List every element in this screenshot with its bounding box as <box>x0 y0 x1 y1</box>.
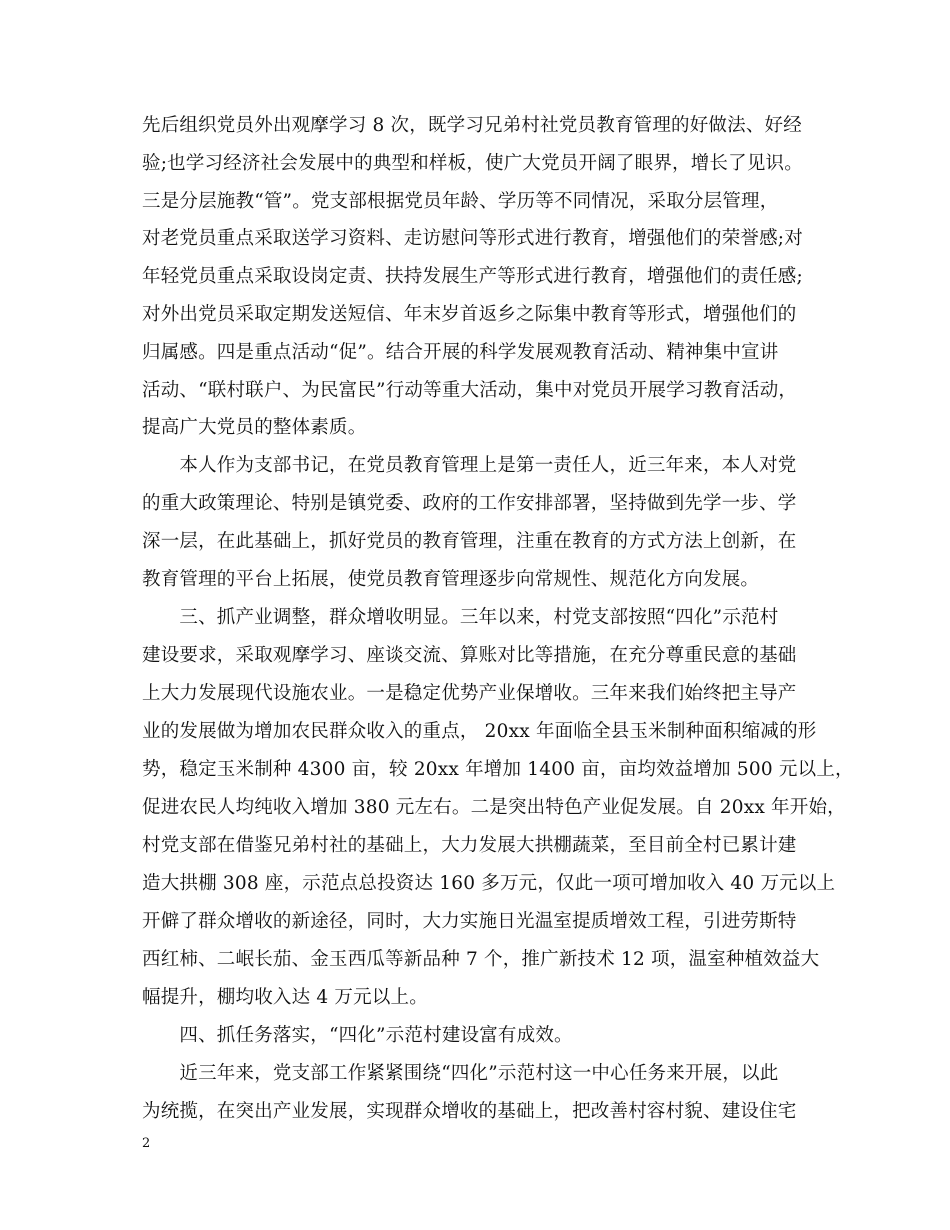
text-line: 三是分层施教“管”。党支部根据党员年龄、学历等不同情况，采取分层管理， <box>142 191 779 212</box>
text-line: 的重大政策理论、特别是镇党委、政府的工作安排部署，坚持做到先学一步、学 <box>142 493 797 514</box>
text-line: 业的发展做为增加农民群众收入的重点， 20xx 年面临全县玉米制种面积缩减的形 <box>142 721 817 742</box>
text-line: 为统揽，在突出产业发展，实现群众增收的基础上，把改善村容村貌、建设住宅 <box>142 1101 797 1122</box>
text-line: 对老党员重点采取送学习资料、走访慰问等形式进行教育，增强他们的荣誉感;对 <box>142 228 803 249</box>
text-line: 近三年来，党支部工作紧紧围绕“四化”示范村这一中心任务来开展，以此 <box>142 1063 779 1084</box>
text-line: 验;也学习经济社会发展中的典型和样板，使广大党员开阔了眼界，增长了见识。 <box>142 153 803 174</box>
text-line: 促进农民人均纯收入增加 380 元左右。二是突出特色产业促发展。自 20xx 年开始， <box>142 797 846 818</box>
text-line: 对外出党员采取定期发送短信、年末岁首返乡之际集中教育等形式，增强他们的 <box>142 304 797 325</box>
text-line: 提高广大党员的整体素质。 <box>142 417 367 438</box>
text-line: 村党支部在借鉴兄弟村社的基础上，大力发展大拱棚蔬菜，至目前全村已累计建 <box>142 835 797 856</box>
text-line: 西红柿、二岷长茄、金玉西瓜等新品种 7 个，推广新技术 12 项，温室种植效益大 <box>142 949 820 970</box>
text-line: 开僻了群众增收的新途径，同时，大力实施日光温室提质增效工程，引进劳斯特 <box>142 911 797 932</box>
text-line: 势，稳定玉米制种 4300 亩，较 20xx 年增加 1400 亩，亩均效益增加 500 元以上， <box>142 759 854 780</box>
text-line: 归属感。四是重点活动“促”。结合开展的科学发展观教育活动、精神集中宣讲 <box>142 342 779 363</box>
text-line: 四、抓任务落实，“四化”示范村建设富有成效。 <box>142 1025 573 1046</box>
text-line: 先后组织党员外出观摩学习 8 次，既学习兄弟村社党员教育管理的好做法、好经 <box>142 115 802 136</box>
text-line: 造大拱棚 308 座，示范点总投资达 160 多万元，仅此一项可增加收入 40 万元以上 <box>142 873 836 894</box>
text-line: 幅提升，棚均收入达 4 万元以上。 <box>142 987 428 1008</box>
text-line: 三、抓产业调整，群众增收明显。三年以来，村党支部按照“四化”示范村 <box>142 607 779 628</box>
page-number: 2 <box>142 1136 151 1151</box>
text-line: 上大力发展现代设施农业。一是稳定优势产业保增收。三年来我们始终把主导产 <box>142 683 797 704</box>
text-line: 建设要求，采取观摩学习、座谈交流、算账对比等措施，在充分尊重民意的基础 <box>142 645 797 666</box>
text-line: 教育管理的平台上拓展，使党员教育管理逐步向常规性、规范化方向发展。 <box>142 569 760 590</box>
text-line: 深一层，在此基础上，抓好党员的教育管理，注重在教育的方式方法上创新，在 <box>142 531 797 552</box>
text-line: 本人作为支部书记，在党员教育管理上是第一责任人，近三年来，本人对党 <box>142 455 797 476</box>
text-line: 年轻党员重点采取设岗定责、扶持发展生产等形式进行教育，增强他们的责任感; <box>142 266 803 287</box>
text-line: 活动、“联村联户、为民富民”行动等重大活动，集中对党员开展学习教育活动， <box>142 380 798 401</box>
